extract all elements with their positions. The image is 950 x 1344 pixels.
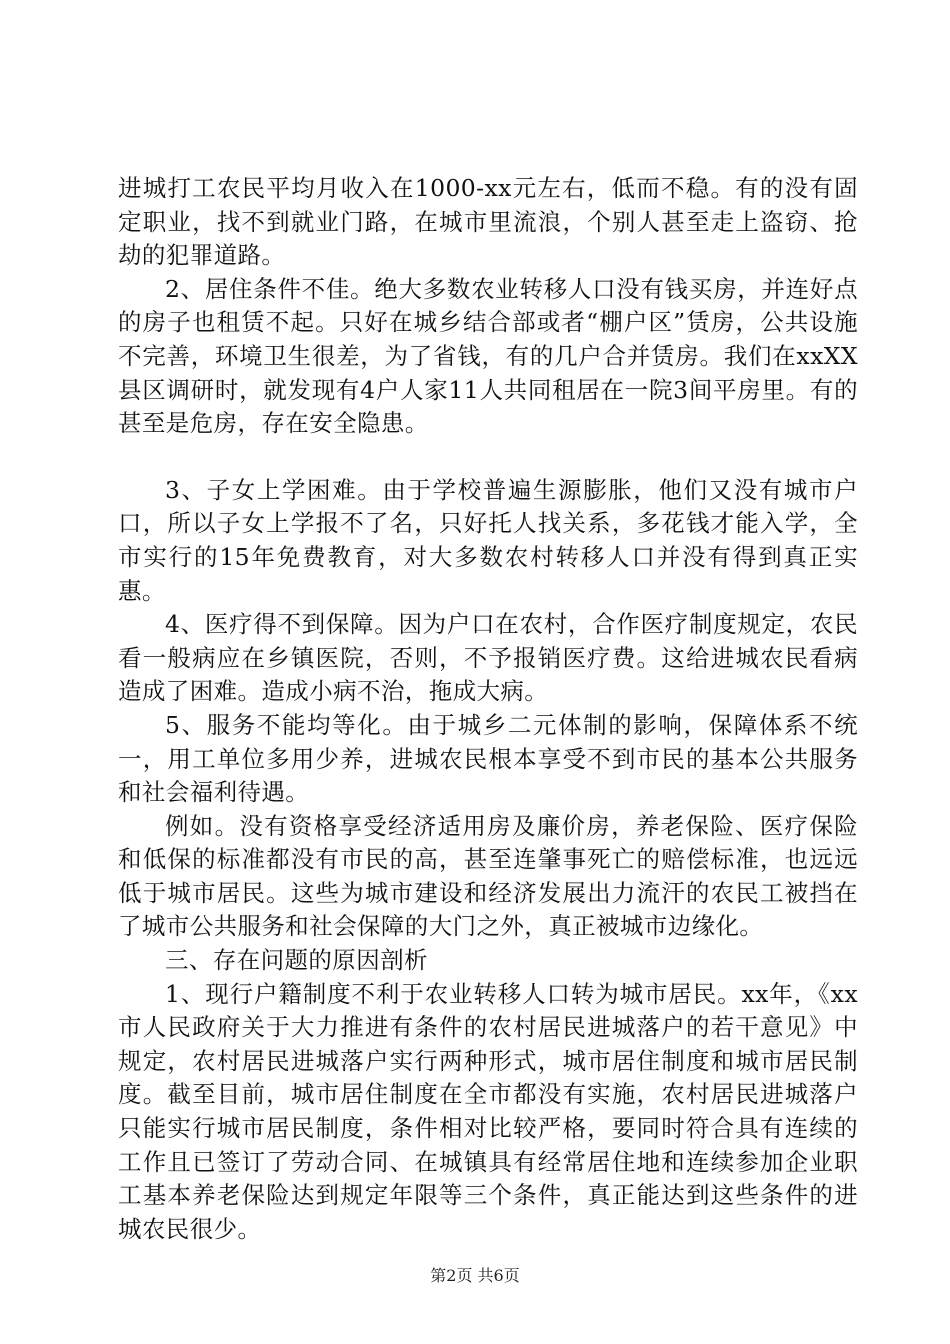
- paragraph-household-registration: 1、现行户籍制度不利于农业转移人口转为城市居民。xx年，《xx市人民政府关于大力推进有条件的农村居民进城落户的若干意见》中规定，农村居民进城落户实行两种形式，城市居住制度和城市居民制度。截至目前，城市居住制度在全市都没有实施，农村居民进城落户只能实行城市居民制度，条件相对比较严格，要同时符合具有连续的工作且已签订了劳动合同、在城镇具有经常居住地和连续参加企业职工基本养老保险达到规定年限等三个条件，真正能达到这些条件的进城农民很少。: [118, 979, 858, 1243]
- paragraph-medical: 4、医疗得不到保障。因为户口在农村，合作医疗制度规定，农民看一般病应在乡镇医院，否则，不予报销医疗费。这给进城农民看病造成了困难。造成小病不治，拖成大病。: [118, 610, 858, 706]
- paragraph-housing: 2、居住条件不佳。绝大多数农业转移人口没有钱买房，并连好点的房子也租赁不起。只好在城乡结合部或者“棚户区”赁房，公共设施不完善，环境卫生很差，为了省钱，有的几户合并赁房。我们在xxXX县区调研时，就发现有4户人家11人共同租居在一院3间平房里。有的甚至是危房，存在安全隐患。: [118, 274, 858, 438]
- paragraph-income: 进城打工农民平均月收入在1000-xx元左右，低而不稳。有的没有固定职业，找不到就业门路，在城市里流浪，个别人甚至走上盗窃、抢劫的犯罪道路。: [118, 174, 858, 270]
- section-heading-causes: 三、存在问题的原因剖析: [165, 946, 428, 975]
- paragraph-education: 3、子女上学困难。由于学校普遍生源膨胀，他们又没有城市户口，所以子女上学报不了名，只好托人找关系，多花钱才能入学，全市实行的15年免费教育，对大多数农村转移人口并没有得到真正实惠。: [118, 475, 858, 605]
- document-body: [118, 172, 858, 1246]
- paragraph-example: 例如。没有资格享受经济适用房及廉价房，养老保险、医疗保险和低保的标准都没有市民的高，甚至连肇事死亡的赔偿标准，也远远低于城市居民。这些为城市建设和经济发展出力流汗的农民工被挡在了城市公共服务和社会保障的大门之外，真正被城市边缘化。: [118, 811, 858, 941]
- paragraph-services: 5、服务不能均等化。由于城乡二元体制的影响，保障体系不统一，用工单位多用少养，进城农民根本享受不到市民的基本公共服务和社会福利待遇。: [118, 710, 858, 807]
- page-indicator: 第2页 共6页: [430, 1266, 520, 1285]
